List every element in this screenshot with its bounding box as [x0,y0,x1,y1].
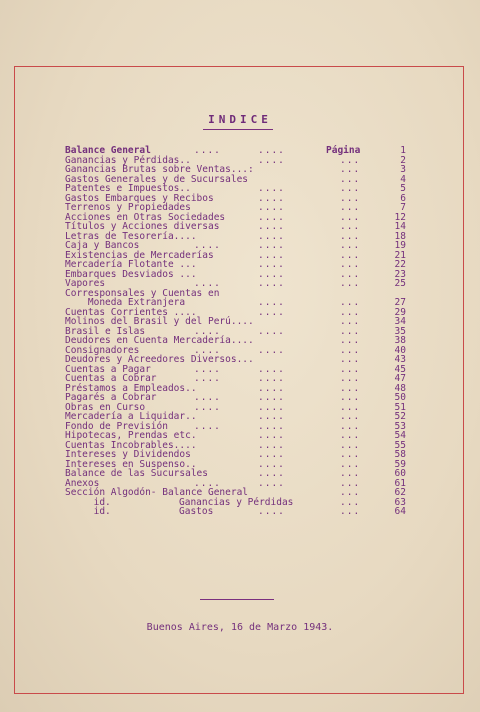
toc-leader-dots: ... [340,335,361,346]
toc-leader-dots: .... [258,477,285,489]
toc-page-number: 5 [400,183,406,194]
toc-entry-label: id. [65,506,111,517]
toc-entry-label: Cuentas Incobrables.... [65,439,197,451]
toc-entry-label: Anexos [65,477,100,489]
toc-leader-dots: .... [258,259,285,270]
toc-leader-dots: ... [340,401,361,413]
toc-entry-label: Intereses en Suspenso.. [65,458,197,470]
toc-entry-label: Existencias de Mercaderías [65,249,214,261]
toc-leader-dots: .... [258,240,285,251]
toc-entry-label: Cuentas Corrientes .... [65,306,197,318]
toc-leader-dots: ... [340,477,361,489]
toc-leader-dots: .... [194,392,221,403]
toc-page-number: 18 [394,230,406,242]
toc-leader-dots: ... [340,506,361,517]
toc-page-number: 58 [394,449,406,460]
toc-leader-dots: .... [258,392,285,403]
toc-leader-dots: .... [258,363,285,375]
toc-entry-label: Brasil e Islas [65,325,146,337]
page-title: INDICE [208,113,272,126]
toc-leader-dots: .... [258,382,285,394]
toc-entry-label: Balance de las Sucursales [65,468,208,479]
toc-leader-dots: ... [340,316,361,327]
toc-leader-dots: .... [258,411,285,422]
toc-leader-dots: .... [258,306,285,318]
toc-leader-dots: .... [258,297,285,308]
toc-entry-label: Molinos del Brasil y del Perú.... [65,316,254,327]
toc-leader-dots: .... [194,420,221,432]
toc-entry-label: Mercadería a Liquidar.. [65,411,197,422]
toc-page-number: 29 [394,306,406,318]
toc-entry-label: Mercadería Flotante ... [65,259,197,270]
toc-leader-dots: ... [340,259,361,270]
toc-leader-dots: .... [258,183,285,194]
toc-page-number: 22 [394,259,406,270]
toc-leader-dots: ... [340,420,361,432]
toc-leader-dots: .... [258,373,285,384]
toc-page-number: 34 [394,316,406,327]
toc-entry-label: Préstamos a Empleados.. [65,382,197,394]
toc-entry-label: id. [65,496,111,508]
toc-entry-sublabel: Ganancias y Pérdidas [179,496,294,508]
toc-leader-dots: ... [340,211,361,223]
toc-page-number: 19 [394,240,406,251]
toc-leader-dots: ... [340,344,361,356]
toc-page-number: 23 [394,268,406,280]
toc-leader-dots: .... [258,192,285,204]
toc-leader-dots: ... [340,230,361,242]
toc-leader-dots: .... [258,458,285,470]
toc-page-number: 53 [394,420,406,432]
toc-leader-dots: ... [340,202,361,213]
toc-page-number: 14 [394,221,406,232]
toc-page-number: 61 [394,477,406,489]
toc-leader-dots: .... [194,325,221,337]
toc-page-number: 47 [394,373,406,384]
toc-leader-dots: ... [340,306,361,318]
toc-leader-dots: ... [340,363,361,375]
toc-page-number: 52 [394,411,406,422]
toc-leader-dots: .... [258,468,285,479]
toc-leader-dots: .... [258,344,285,356]
toc-entry-label: Patentes e Impuestos.. [65,183,191,194]
toc-leader-dots: .... [258,325,285,337]
toc-entry-label: Caja y Bancos [65,240,140,251]
toc-leader-dots: .... [194,363,221,375]
toc-leader-dots: ... [340,487,361,498]
toc-entry-label: Obras en Curso [65,401,146,413]
toc-leader-dots: .... [258,249,285,261]
toc-leader-dots: .... [258,154,285,166]
toc-leader-dots: .... [258,268,285,280]
toc-entry [0,507,480,517]
toc-page-number: 6 [400,192,406,204]
toc-leader-dots: ... [340,496,361,508]
toc-leader-dots: ... [340,297,361,308]
toc-page-number: 45 [394,363,406,375]
toc-leader-dots: ... [340,449,361,460]
table-of-contents [0,146,480,517]
toc-entry-label: Gastos Embarques y Recibos [65,192,214,204]
toc-leader-dots: ... [340,173,361,185]
toc-page-number: 55 [394,439,406,451]
toc-page-number: 51 [394,401,406,413]
toc-entry-label: Ganancias y Pérdidas.. [65,154,191,166]
toc-entry-label: Deudores y Acreedores Diversos... [65,354,254,365]
toc-page-number: 64 [394,506,406,517]
toc-leader-dots: .... [194,278,221,289]
toc-page-number: 59 [394,458,406,470]
toc-page-number: 3 [400,164,406,175]
toc-entry-label: Moneda Extranjera [65,297,186,308]
toc-entry-label: Pagarés a Cobrar [65,392,157,403]
toc-leader-dots: ... [340,278,361,289]
toc-page-number: 43 [394,354,406,365]
toc-entry-label: Corresponsales y Cuentas en [65,287,220,299]
toc-entry-label: Gastos Generales y de Sucursales [65,173,249,185]
toc-page-number: 25 [394,278,406,289]
toc-leader-dots: ... [340,458,361,470]
toc-page-number: 38 [394,335,406,346]
toc-page-number: 40 [394,344,406,356]
title-underline [203,129,273,130]
toc-entry-label: Embarques Desviados ... [65,268,197,280]
toc-leader-dots: .... [194,240,221,251]
toc-leader-dots: ... [340,439,361,451]
toc-entry-label: Vapores [65,278,106,289]
toc-leader-dots: .... [258,221,285,232]
toc-entry-label: Letras de Tesorería.... [65,230,197,242]
toc-page-number: 48 [394,382,406,394]
toc-page-number: 21 [394,249,406,261]
toc-leader-dots: .... [194,401,221,413]
toc-leader-dots: ... [340,382,361,394]
toc-entry-label: Intereses y Dividendos [65,449,191,460]
toc-page-number: 62 [394,487,406,498]
toc-entry-label: Sección Algodón- Balance General [65,487,249,498]
toc-leader-dots: ... [340,354,361,365]
toc-page-number: 60 [394,468,406,479]
toc-leader-dots: ... [340,411,361,422]
toc-leader-dots: .... [258,145,285,156]
toc-leader-dots: .... [258,439,285,451]
toc-leader-dots: .... [194,373,221,384]
toc-leader-dots: .... [194,145,221,156]
toc-leader-dots: ... [340,192,361,204]
toc-leader-dots: ... [340,240,361,251]
toc-leader-dots: ... [340,373,361,384]
toc-leader-dots: .... [258,506,285,517]
toc-leader-dots: .... [258,278,285,289]
toc-page-number: 27 [394,297,406,308]
toc-page-number: 4 [400,173,406,185]
toc-entry-label: Terrenos y Propiedades [65,202,191,213]
toc-page-number: 63 [394,496,406,508]
toc-leader-dots: .... [258,420,285,432]
toc-page-number: 7 [400,202,406,213]
toc-page-number: 35 [394,325,406,337]
toc-page-number: 1 [400,145,406,156]
toc-entry-label: Acciones en Otras Sociedades [65,211,226,223]
toc-leader-dots: .... [194,344,221,356]
toc-leader-dots: ... [340,468,361,479]
toc-leader-dots: ... [340,325,361,337]
toc-leader-dots: ... [340,183,361,194]
toc-leader-dots: .... [258,401,285,413]
toc-entry-label: Ganancias Brutas sobre Ventas...: [65,164,254,175]
toc-entry-label: Consignadores [65,344,140,356]
toc-leader-dots: ... [340,154,361,166]
toc-leader-dots: .... [258,211,285,223]
toc-leader-dots: .... [258,449,285,460]
toc-entry-label: Cuentas a Pagar [65,363,151,375]
toc-leader-dots: ... [340,392,361,403]
toc-leader-dots: ... [340,164,361,175]
toc-entry-label: Balance General [65,145,151,156]
toc-leader-dots: ... [340,221,361,232]
footer-divider [200,599,274,600]
toc-page-number: 50 [394,392,406,403]
date-place-line: Buenos Aires, 16 de Marzo 1943. [146,622,334,633]
toc-entry-label: Hipotecas, Prendas etc. [65,430,197,441]
toc-entry-sublabel: Gastos [179,506,214,517]
toc-leader-dots: ... [340,430,361,441]
toc-leader-dots: ... [340,268,361,280]
toc-leader-dots: .... [258,430,285,441]
toc-entry-label: Cuentas a Cobrar [65,373,157,384]
toc-leader-dots: .... [194,477,221,489]
toc-leader-dots: .... [258,230,285,242]
toc-page-number: 12 [394,211,406,223]
toc-leader-dots: .... [258,202,285,213]
toc-entry-label: Títulos y Acciones diversas [65,221,220,232]
toc-entry-label: Fondo de Previsión [65,420,168,432]
toc-entry-label: Deudores en Cuenta Mercadería.... [65,335,254,346]
page-column-header: Página [326,145,361,156]
toc-page-number: 54 [394,430,406,441]
toc-leader-dots: ... [340,249,361,261]
toc-page-number: 2 [400,154,406,166]
